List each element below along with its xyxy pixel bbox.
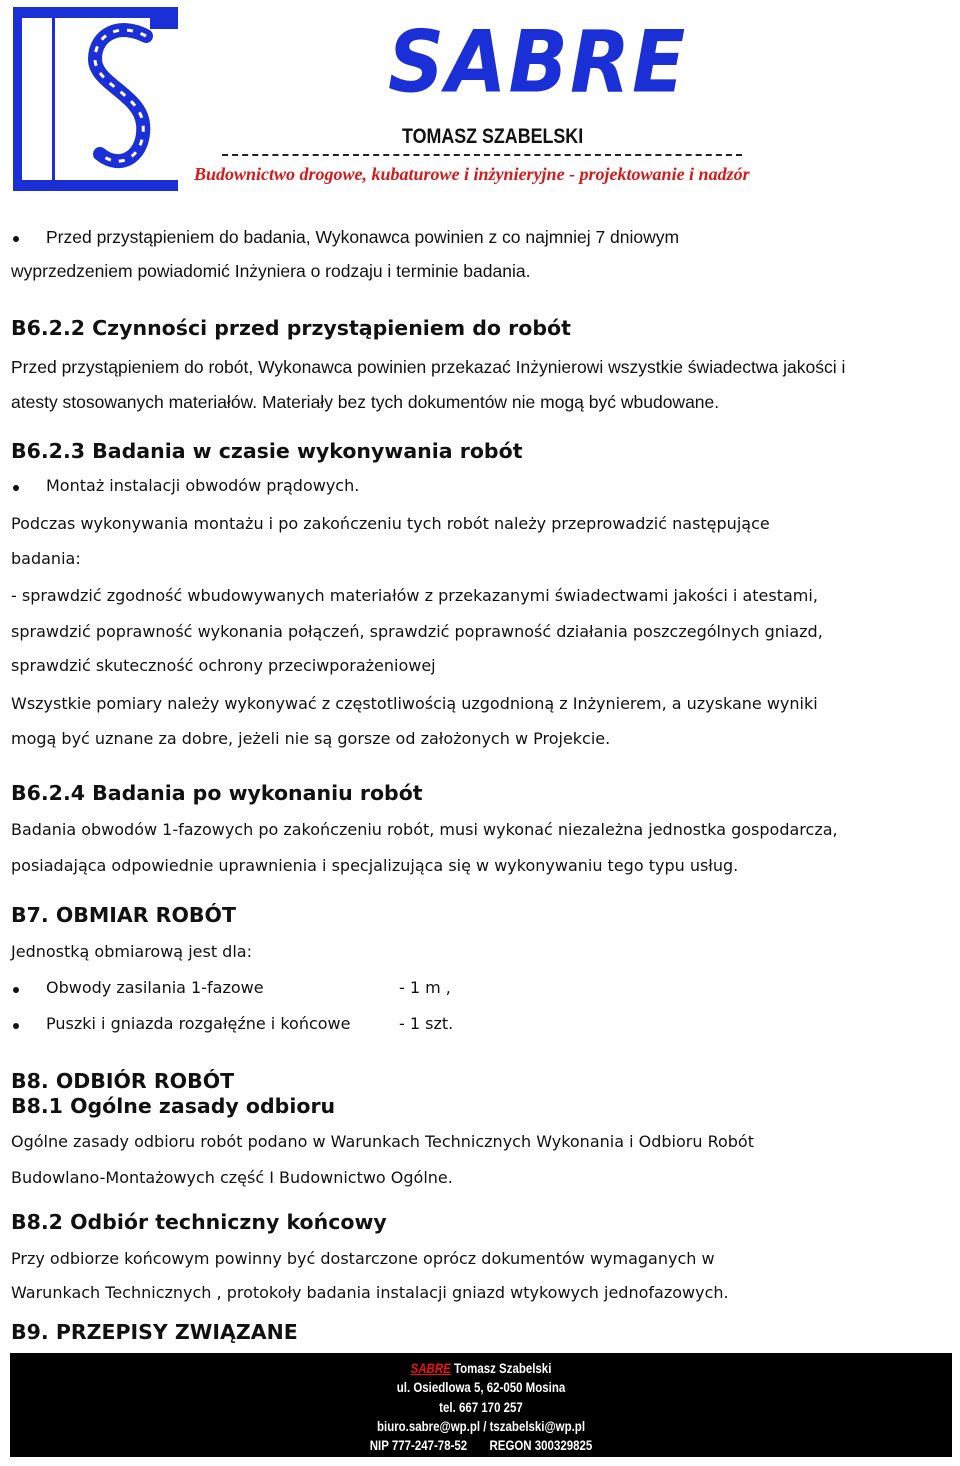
- footer-address: ul. Osiedlowa 5, 62-050 Mosina: [396, 1379, 566, 1395]
- s623-line: Wszystkie pomiary należy wykonywać z częstotliwością uzgodnioną z Inżynierem, a uzyskane wyniki: [11, 694, 818, 713]
- s623-bullet-text: Montaż instalacji obwodów prądowych.: [46, 476, 360, 495]
- s624-line-2: posiadająca odpowiednie uprawnienia i specjalizująca się w wykonywaniu tego typu usług.: [11, 856, 739, 875]
- footer-box: [10, 1353, 952, 1457]
- section-heading-b7: B7. OBMIAR ROBÓT: [11, 903, 236, 927]
- section-heading-b81: B8.1 Ogólne zasady odbioru: [11, 1094, 336, 1118]
- section-heading-b9: B9. PRZEPISY ZWIĄZANE: [11, 1320, 298, 1344]
- bullet-dot: [13, 236, 19, 242]
- s622-line-2: atesty stosowanych materiałów. Materiały bez tych dokumentów nie mogą być wbudowane.: [11, 392, 720, 412]
- header-rule: [222, 154, 742, 156]
- letterhead: [10, 4, 954, 196]
- bullet-dot: [13, 987, 19, 993]
- s623-line: mogą być uznane za dobre, jeżeli nie są gorsze od założonych w Projekcie.: [11, 729, 611, 748]
- measure-item-name: Obwody zasilania 1-fazowe: [46, 978, 264, 997]
- measure-item-unit: - 1 szt.: [399, 1014, 454, 1033]
- footer-phone: tel. 667 170 257: [439, 1399, 523, 1415]
- footer-owner: Tomasz Szabelski: [450, 1360, 552, 1376]
- s624-line-1: Badania obwodów 1-fazowych po zakończeniu robót, musi wykonać niezależna jednostka gospodarcza,: [11, 820, 838, 839]
- footer-email[interactable]: biuro.sabre@wp.pl / tszabelski@wp.pl: [376, 1418, 586, 1434]
- s623-line: sprawdzić skuteczność ochrony przeciwporażeniowej: [11, 656, 436, 675]
- s82-line-1: Przy odbiorze końcowym powinny być dostarczone oprócz dokumentów wymaganych w: [11, 1249, 715, 1268]
- footer-ids: NIP 777-247-78-52 REGON 300329825: [369, 1437, 593, 1453]
- measure-item-unit: - 1 m ,: [399, 978, 451, 997]
- s623-line: badania:: [11, 549, 81, 568]
- header-tagline: Budownictwo drogowe, kubaturowe i inżynieryjne - projektowanie i nadzór: [194, 164, 750, 184]
- s623-line: Podczas wykonywania montażu i po zakończeniu tych robót należy przeprowadzić następujące: [11, 514, 770, 533]
- brand-wordmark: SABRE: [388, 13, 688, 113]
- s7-intro: Jednostką obmiarową jest dla:: [11, 942, 252, 961]
- intro-line-1: Przed przystąpieniem do badania, Wykonawca powinien z co najmniej 7 dniowym: [46, 227, 680, 247]
- section-heading-b82: B8.2 Odbiór techniczny końcowy: [11, 1210, 387, 1234]
- s-logo-icon: [10, 4, 180, 196]
- section-heading-b624: B6.2.4 Badania po wykonaniu robót: [11, 781, 423, 805]
- s82-line-2: Warunkach Technicznych , protokoły badania instalacji gniazd wtykowych jednofazowych.: [11, 1283, 729, 1302]
- footer-brand: SABRE: [410, 1360, 451, 1376]
- section-heading-b623: B6.2.3 Badania w czasie wykonywania robót: [11, 439, 523, 463]
- s623-line: sprawdzić poprawność wykonania połączeń, sprawdzić poprawność działania poszczególnych gniazd,: [11, 622, 823, 641]
- s622-line-1: Przed przystąpieniem do robót, Wykonawca powinien przekazać Inżynierowi wszystkie świadectwa jakości i: [11, 357, 846, 377]
- s81-line-2: Budowlano-Montażowych część I Budownictwo Ogólne.: [11, 1168, 453, 1187]
- measure-item-name: Puszki i gniazda rozgałęźne i końcowe: [46, 1014, 351, 1033]
- intro-line-2: wyprzedzeniem powiadomić Inżyniera o rodzaju i terminie badania.: [11, 261, 531, 281]
- section-heading-b622: B6.2.2 Czynności przed przystąpieniem do robót: [11, 316, 571, 340]
- s623-line: - sprawdzić zgodność wbudowywanych materiałów z przekazanymi świadectwami jakości i atestami,: [11, 586, 818, 605]
- bullet-dot: [13, 485, 19, 491]
- section-heading-b8: B8. ODBIÓR ROBÓT: [11, 1069, 235, 1093]
- s81-line-1: Ogólne zasady odbioru robót podano w Warunkach Technicznych Wykonania i Odbioru Robót: [11, 1132, 754, 1151]
- footer-company: [95, 1359, 867, 1377]
- owner-name: TOMASZ SZABELSKI: [402, 125, 584, 148]
- bullet-dot: [13, 1023, 19, 1029]
